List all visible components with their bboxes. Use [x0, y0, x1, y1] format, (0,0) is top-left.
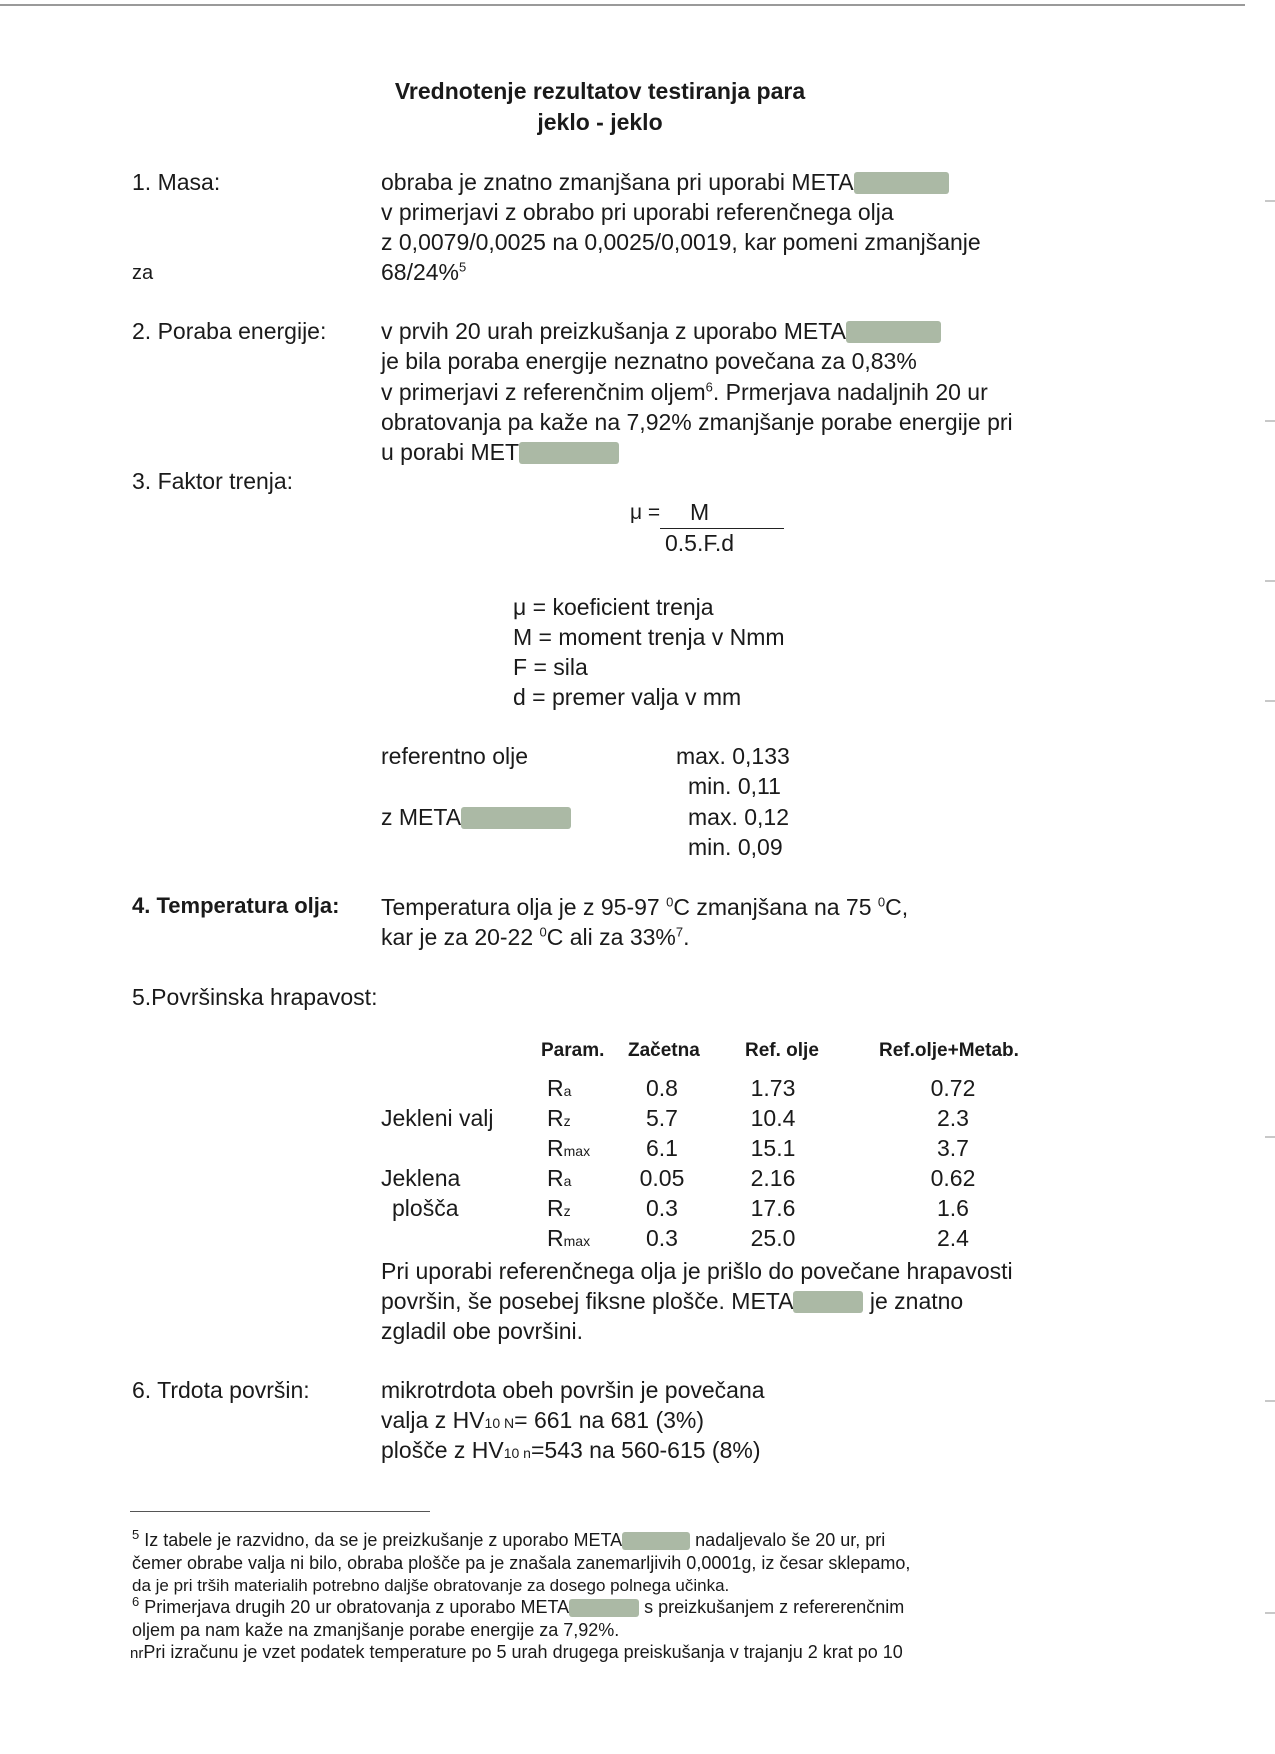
footnote-rule [130, 1511, 430, 1512]
redaction-mark [854, 172, 949, 194]
redaction-mark [793, 1291, 863, 1313]
section-6-line-3: plošče z HV10 n=543 na 560-615 (8%) [381, 1437, 761, 1463]
footnote-5-line-1: $^5$ Iz tabele je razvidno, da se je preizkušanje z uporabo META nadaljevalo še 20 ur, pri [132, 1527, 886, 1550]
section-6-label: 6. Trdota površin: [132, 1377, 310, 1403]
section-2-line-4: obratovanja pa kaže na 7,92% zmanjšanje porabe energije pri [381, 409, 1013, 435]
footnote-7: nrPri izračunu je vzet podatek temperature po 5 urah drugega preiskušanja v trajanju 2 krat po 10 [130, 1642, 903, 1662]
scan-edge-mark [1265, 200, 1275, 202]
table-header-param: Param. [541, 1040, 605, 1061]
meta-label: z META [381, 802, 571, 832]
section-2-line-3: v primerjavi z referenčnim oljem$^6$. Prmerjava nadaljnih 20 ur [381, 379, 988, 405]
definition-m: M = moment trenja v Nmm [513, 624, 785, 650]
section-5-paragraph-2: površin, še posebej fiksne plošče. META je znatno [381, 1288, 964, 1314]
table-header-ref-olje: Ref. olje [745, 1040, 819, 1061]
table-header-ref-meta: Ref.olje+Metab. [879, 1040, 1019, 1061]
section-2-label: 2. Poraba energije: [132, 318, 327, 344]
formula-mu: μ = [630, 501, 661, 524]
section-2-line-1: v prvih 20 urah preizkušanja z uporabo META [381, 316, 941, 346]
document-title: Vrednotenje rezultatov testiranja para [394, 78, 806, 104]
meta-min: min. 0,09 [688, 834, 783, 860]
reference-oil-label: referentno olje [381, 743, 529, 769]
meta-max: max. 0,12 [688, 804, 789, 830]
scan-edge-mark [1265, 1400, 1275, 1402]
scan-edge-mark [1265, 700, 1275, 702]
scan-edge-mark [1265, 420, 1275, 422]
top-rule [0, 4, 1245, 6]
definition-f: F = sila [513, 654, 588, 680]
redaction-mark [622, 1532, 690, 1550]
group-jeklena: Jeklena [381, 1165, 461, 1191]
footnote-6-line-2: oljem pa nam kaže na zmanjšanje porabe energije za 7,92%. [132, 1620, 620, 1640]
footnote-6-line-1: $^6$ Primerjava drugih 20 ur obratovanja z uporabo META s preizkušanjem z refererenčnim [132, 1594, 905, 1617]
section-2-line-2: je bila poraba energije neznatno povečana za 0,83% [381, 348, 917, 374]
section-4-line-1: Temperatura olja je z 95-97 $^0$C zmanjšana na 75 $^0$C, [381, 894, 909, 920]
redaction-mark [519, 442, 619, 464]
section-6-line-2: valja z HV10 N= 661 na 681 (3%) [381, 1407, 705, 1433]
section-5-paragraph-3: zgladil obe površini. [381, 1318, 584, 1344]
scan-edge-mark [1265, 1136, 1275, 1138]
section-1-line-1: obraba je znatno zmanjšana pri uporabi META [381, 167, 949, 197]
section-4-line-2: kar je za 20-22 $^0$C ali za 33%$^7$. [381, 924, 690, 950]
section-6-line-1: mikrotrdota obeh površin je povečana [381, 1377, 765, 1403]
section-4-label: 4. Temperatura olja: [132, 893, 340, 918]
reference-oil-max: max. 0,133 [676, 743, 790, 769]
section-1-za: za [132, 262, 154, 284]
section-1-label: 1. Masa: [132, 169, 221, 195]
footnote-5-line-3: da je pri trših materialih potrebno daljše obratovanje za dosego polnega učinka. [132, 1576, 730, 1595]
redaction-mark [569, 1599, 639, 1617]
scan-edge-mark [1265, 1612, 1275, 1614]
section-3-label: 3. Faktor trenja: [132, 468, 294, 494]
scan-edge-mark [1265, 580, 1275, 582]
redaction-mark [461, 807, 571, 829]
redaction-mark [846, 321, 941, 343]
section-1-line-2: v primerjavi z obrabo pri uporabi referenčnega olja [381, 199, 894, 225]
section-2-line-5: u porabi MET [381, 437, 619, 467]
section-1-line-3: z 0,0079/0,0025 na 0,0025/0,0019, kar pomeni zmanjšanje [381, 229, 981, 255]
table-header-zacetna: Začetna [628, 1040, 700, 1061]
formula-denominator: 0.5.F.d [665, 530, 735, 556]
definition-d: d = premer valja v mm [513, 684, 742, 710]
group-jekleni-valj: Jekleni valj [381, 1105, 494, 1131]
document-subtitle: jeklo - jeklo [537, 109, 663, 135]
footnote-5-line-2: čemer obrabe valja ni bilo, obraba plošče pa je znašala zanemarljivih 0,0001g, iz česar sklepamo, [132, 1553, 911, 1573]
formula-numerator: M [690, 499, 710, 525]
section-1-line-4: 68/24%$^5$ [381, 259, 467, 285]
section-5-paragraph-1: Pri uporabi referenčnega olja je prišlo do povečane hrapavosti [381, 1258, 1013, 1284]
group-plosca: plošča [392, 1195, 459, 1221]
section-5-label: 5.Površinska hrapavost: [132, 984, 378, 1010]
definition-mu: μ = koeficient trenja [513, 594, 714, 620]
reference-oil-min: min. 0,11 [688, 773, 781, 799]
